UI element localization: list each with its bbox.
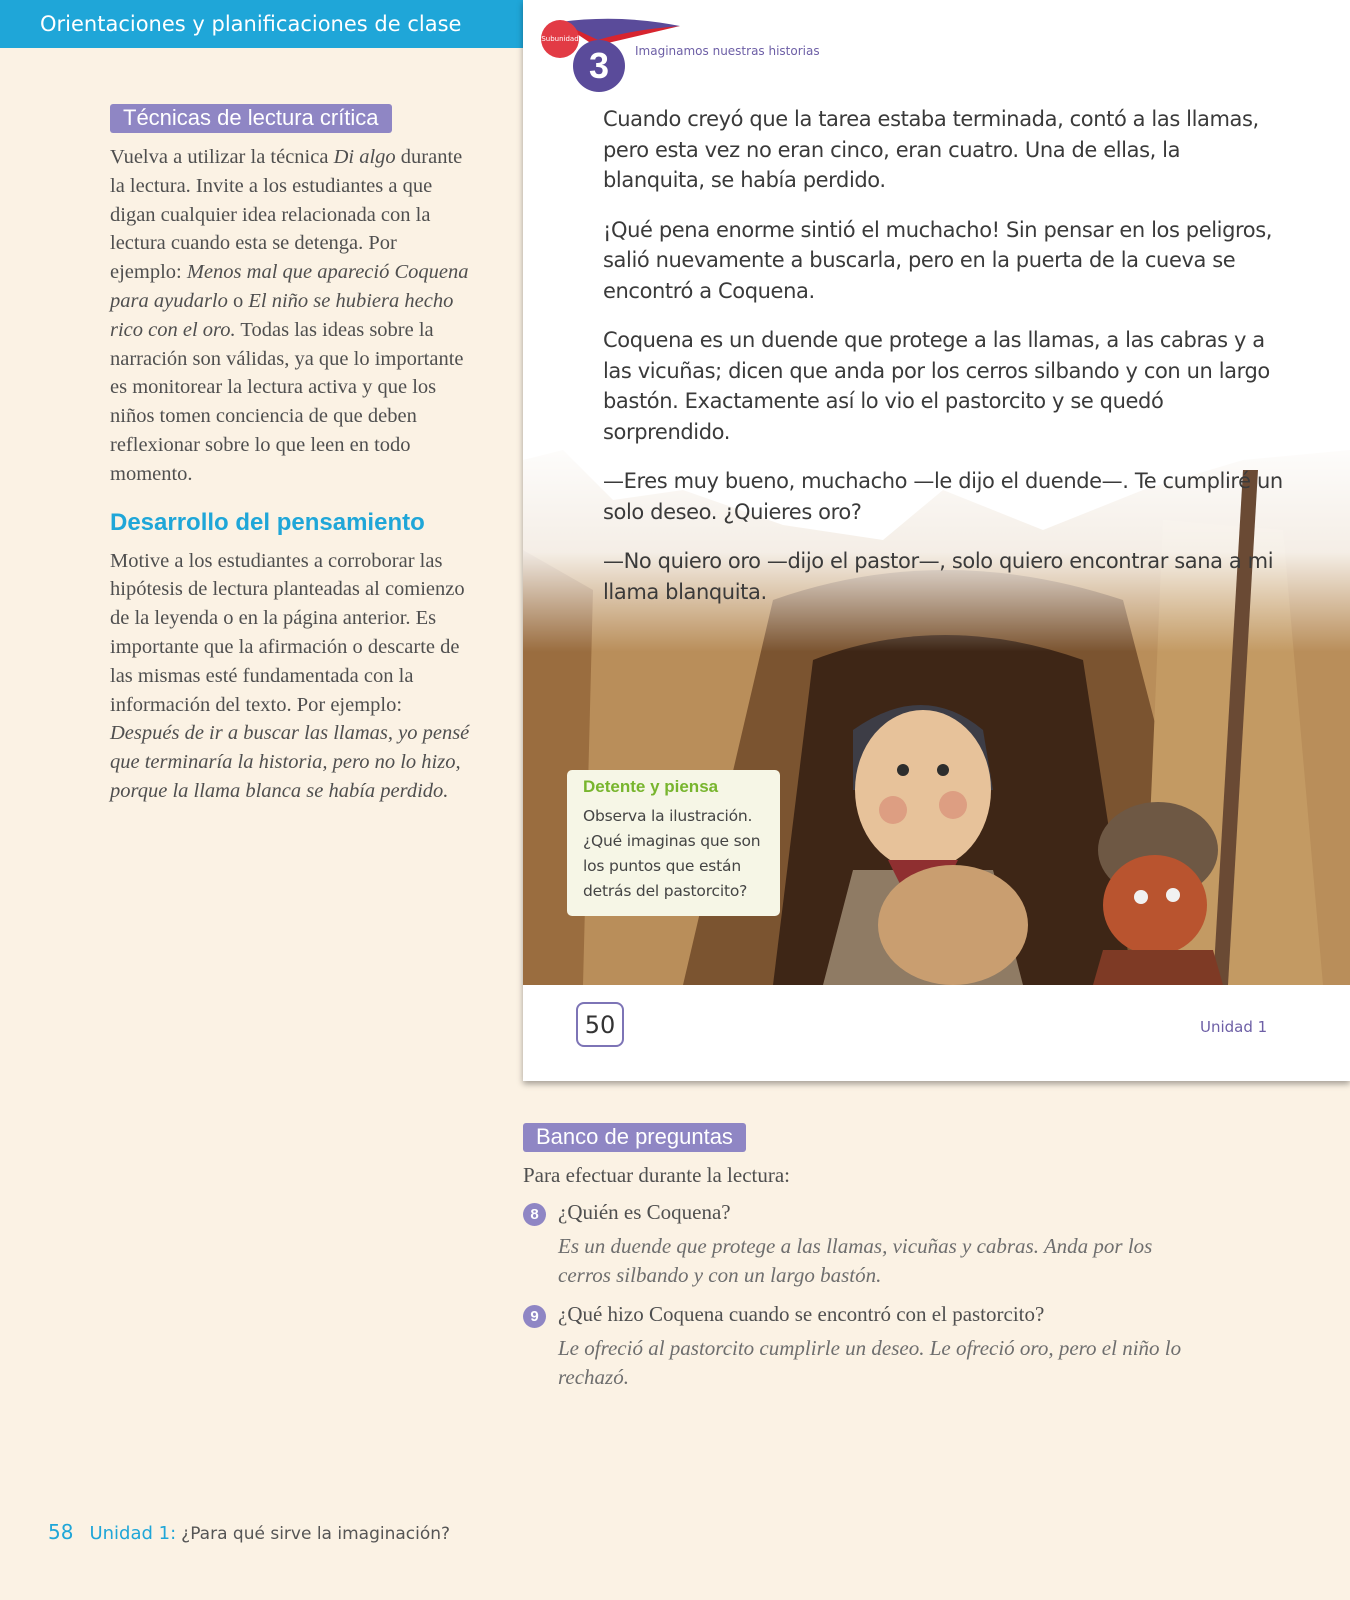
guide-column: [110, 104, 470, 806]
desarrollo-heading: Desarrollo del pensamiento: [110, 508, 425, 536]
detente-callout: [567, 770, 780, 916]
coquena-elf: [1093, 802, 1223, 985]
header-bar: [0, 0, 523, 48]
callout-text: Observa la ilustración. ¿Qué imaginas que son los puntos que están detrás del pastorcito?: [583, 807, 761, 900]
answer-text: Le ofreció al pastorcito cumplirle un deseo. Le ofreció oro, pero el niño lo rechazó.: [558, 1336, 1182, 1389]
story-paragraph: Coquena es un duende que protege a las llamas, a las cabras y a las vicuñas; dicen que anda por los cerros silbando y con un largo bastón. Exactamente así lo vio el pastorcito y se quedó sorprendido.: [603, 328, 1270, 444]
story-text: [603, 104, 1283, 626]
question-item: [523, 1200, 1223, 1226]
question-item: [523, 1302, 1223, 1328]
bank-intro: Para efectuar durante la lectura:: [523, 1163, 791, 1187]
footer-page-number: 58: [48, 1520, 74, 1544]
answer-text: Es un duende que protege a las llamas, vicuñas y cabras. Anda por los cerros silbando y con un largo bastón.: [558, 1234, 1153, 1287]
student-book-page: [523, 0, 1350, 1081]
subunit-title: Imaginamos nuestras historias: [635, 44, 820, 58]
story-paragraph: Cuando creyó que la tarea estaba terminada, contó a las llamas, pero esta vez no eran cinco, eran cuatro. Una de ellas, la blanquita, se había perdido.: [603, 107, 1259, 192]
tecnicas-heading: Técnicas de lectura crítica: [110, 104, 392, 133]
bank-heading: Banco de preguntas: [523, 1123, 746, 1152]
question-bank: [523, 1123, 1223, 1392]
footer-unit: Unidad 1:: [89, 1523, 177, 1544]
question-number-badge: 9: [523, 1305, 546, 1328]
question-text: ¿Quién es Coquena?: [558, 1200, 731, 1224]
desarrollo-text: Motive a los estudiantes a corroborar las hipótesis de lectura planteadas al comienzo de la leyenda o en la página anterior. Es importante que la afirmación o descarte de las mismas esté fundamentada con la información del texto. Por ejemplo: Después de ir a buscar las llamas, yo pensé que terminaría la historia, pero no lo hizo, porque la llama blanca se había perdido.: [110, 549, 470, 802]
subunit-number: 3: [588, 45, 610, 86]
tecnicas-text: Vuelva a utilizar la técnica Di algo durante la lectura. Invite a los estudiantes a que digan cualquier idea relacionada con la lectura cuando esta se detenga. Por ejemplo: Menos mal que apareció Coquena para ayudarlo o El niño se hubiera hecho rico con el oro. Todas las ideas sobre la narración son válidas, ya que lo importante es monitorear la lectura activa y que los niños tomen conciencia de que deben reflexionar sobre lo que leen en todo momento.: [110, 146, 469, 485]
story-paragraph: —Eres muy bueno, muchacho —le dijo el duende—. Te cumpliré un solo deseo. ¿Quieres oro?: [603, 469, 1283, 524]
header-title: Orientaciones y planificaciones de clase: [40, 12, 462, 36]
book-unit-label: Unidad 1: [1200, 1018, 1268, 1036]
story-paragraph: —No quiero oro —dijo el pastor—, solo quiero encontrar sana a mi llama blanquita.: [603, 549, 1274, 604]
book-page-number: 50: [576, 1002, 624, 1047]
question-number-badge: 8: [523, 1203, 546, 1226]
callout-title: Detente y piensa: [583, 777, 719, 796]
subunit-label: Subunidad: [541, 35, 579, 43]
question-text: ¿Qué hizo Coquena cuando se encontró con el pastorcito?: [558, 1302, 1045, 1326]
page-footer: [48, 1520, 450, 1544]
story-paragraph: ¡Qué pena enorme sintió el muchacho! Sin pensar en los peligros, salió nuevamente a buscarla, pero en la puerta de la cueva se encontró a Coquena.: [603, 217, 1273, 303]
footer-subtitle: ¿Para qué sirve la imaginación?: [181, 1524, 451, 1544]
